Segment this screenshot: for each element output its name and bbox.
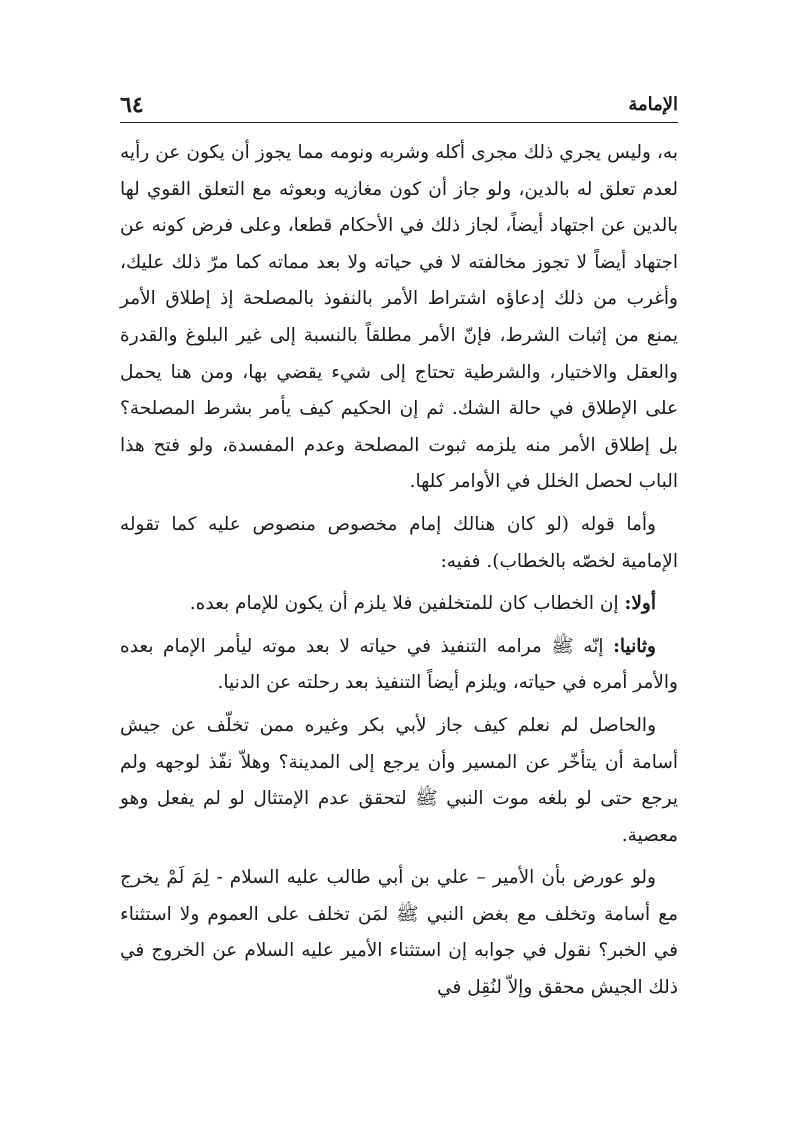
paragraph-1 (120, 135, 678, 501)
paragraph-5 (120, 708, 678, 854)
paragraph-2 (120, 507, 678, 580)
running-header (120, 80, 678, 123)
page-body (120, 123, 678, 1007)
paragraph-3-text: إن الخطاب كان للمتخلفين فلا يلزم أن يكون للإمام بعده. (189, 593, 625, 615)
paragraph-4 (120, 629, 678, 702)
book-page (120, 80, 678, 1007)
chapter-title: الإمامة (628, 94, 678, 115)
paragraph-1-text: به، وليس يجري ذلك مجرى أكله وشربه ونومه مما يجوز أن يكون عن رأيه لعدم تعلق له بالدين، ولو جاز أن كون مغازيه وبعوثه مع التعلق القوي لها بالدين عن اجتهاد أيضاً، لجاز ذلك في الأحكام قطعا، وعلى فرض كونه عن اجتهاد أيضاً لا تجوز مخالفته لا في حياته ولا بعد مماته كما مرّ ذلك عليك، وأغرب من ذلك إدعاؤه اشتراط الأمر بالنفوذ بالمصلحة إذ إطلاق الأمر يمنع من إثبات الشرط، فإنّ الأمر مطلقاً بالنسبة إلى غير البلوغ والقدرة والعقل والاختيار، والشرطية تحتاج إلى شيء يقضي بها، ومن هنا يحمل على الإطلاق في حالة الشك. ثم إن الحكيم كيف يأمر بشرط المصلحة؟ بل إطلاق الأمر منه يلزمه ثبوت المصلحة وعدم المفسدة، ولو فتح هذا الباب لحصل الخلل في الأوامر كلها. (120, 142, 678, 493)
paragraph-6 (120, 860, 678, 1006)
paragraph-3-lead: أولا: (624, 593, 656, 615)
paragraph-4-lead: وثانيا: (613, 635, 656, 657)
paragraph-6-text: ولو عورض بأن الأمير – علي بن أبي طالب عليه السلام - لِمَ لَمْ يخرج مع أسامة وتخلف مع بغض النبي ﷺ لمَن تخلف على العموم ولا استثناء في الخبر؟ نقول في جوابه إن استثناء الأمير عليه السلام عن الخروج في ذلك الجيش محقق وإلاّ لنُقِل في (120, 867, 678, 999)
page-number: ٦٤ (120, 92, 144, 118)
paragraph-5-text: والحاصل لم نعلم كيف جاز لأبي بكر وغيره ممن تخلّف عن جيش أسامة أن يتأخّر عن المسير وأن يرجع إلى المدينة؟ وهلاّ نفّذ لوجهه ولم يرجع حتى لو بلغه موت النبي ﷺ لتحقق عدم الإمتثال لو لم يفعل وهو معصية. (120, 714, 678, 846)
paragraph-3 (120, 586, 678, 623)
paragraph-4-text: إنّه ﷺ مرامه التنفيذ في حياته لا بعد موته ليأمر الإمام بعده والأمر أمره في حياته، ويلزم أيضاً التنفيذ بعد رحلته عن الدنيا. (120, 635, 678, 694)
paragraph-2-text: وأما قوله (لو كان هنالك إمام مخصوص منصوص عليه كما تقوله الإمامية لخصّه بالخطاب). ففيه: (120, 513, 678, 572)
